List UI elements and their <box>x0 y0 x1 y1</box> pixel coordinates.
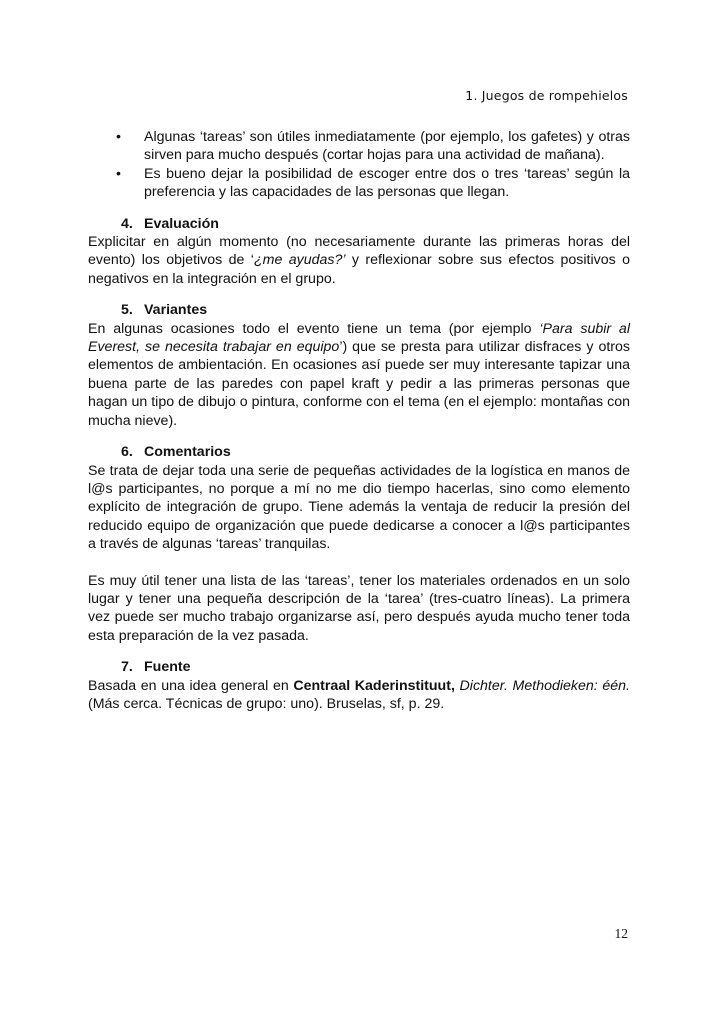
section-number: 5. <box>121 302 133 319</box>
bullet-list <box>88 128 630 202</box>
bullet-item <box>102 165 630 202</box>
comentarios-paragraph-1: Se trata de dejar toda una serie de pequeñas actividades de la logística en manos de l@s participantes, no porque a mí no me dio tiempo hacerlas, sino como elemento explícito de integración de grupo. Tiene además la ventaja de reducir la presión del reducido equipo de organización que puede dedicarse a conocer a l@s participantes a través de algunas ‘tareas’ tranquilas. <box>88 462 630 553</box>
bullet-text: Es bueno dejar la posibilidad de escoger entre dos o tres ‘tareas’ según la preferencia y las capacidades de las personas que llegan. <box>144 165 630 201</box>
section-title: Evaluación <box>144 215 219 232</box>
bullet-text: Algunas ‘tareas’ son útiles inmediatamente (por ejemplo, los gafetes) y otras sirven para mucho después (cortar hojas para una actividad de mañana). <box>144 129 630 164</box>
italic-run: ¿me ayudas?’ <box>253 252 346 269</box>
section-number: 7. <box>121 659 133 676</box>
evaluacion-paragraph <box>88 233 630 288</box>
italic-run: ‘Para subir al Everest, se necesita trabajar en equipo <box>88 320 630 356</box>
text-run: Explicitar en algún momento (no necesariamente durante las primeras horas del evento) los objetivos de ‘ <box>88 234 630 269</box>
section-number: 6. <box>121 444 133 461</box>
comentarios-paragraph-2: Es muy útil tener una lista de las ‘tareas’, tener los materiales ordenados en un solo lugar y tener una pequeña descripción de la ‘tarea’ (tres-cuatro líneas). La primera vez puede ser mucho trabajo organizarse así, pero después ayuda mucho tener toda esta preparación de la vez pasada. <box>88 572 630 644</box>
bullet-icon: • <box>116 165 121 182</box>
section-heading-fuente <box>88 658 630 676</box>
section-title: Variantes <box>144 302 208 319</box>
bullet-icon: • <box>116 129 121 145</box>
running-header: 1. Juegos de rompehielos <box>465 88 628 103</box>
section-title: Fuente <box>144 659 191 676</box>
bullet-item <box>102 128 630 165</box>
section-title: Comentarios <box>144 444 231 461</box>
section-heading-variantes <box>88 301 630 319</box>
section-heading-comentarios <box>88 443 630 461</box>
section-heading-evaluacion <box>88 215 630 233</box>
italic-run: Dichter. Methodieken: één. <box>454 677 630 694</box>
fuente-paragraph <box>88 677 630 714</box>
text-run: y reflexionar sobre sus efectos positivos o negativos en la integración en el grupo. <box>88 252 631 287</box>
text-run: (Más cerca. Técnicas de grupo: uno). Bruselas, sf, p. 29. <box>88 695 445 712</box>
section-number: 4. <box>121 215 133 232</box>
text-run: ’) que se presta para utilizar disfraces y otros elementos de ambientación. En ocasiones así puede ser muy interesante tapizar una buena parte de las paredes con papel kraft y pedir a las primeras personas que hagan un tipo de dibujo o pintura, conforme con el tema (en el ejemplo: montañas con mucha nieve). <box>88 339 630 429</box>
variantes-paragraph <box>88 320 630 430</box>
page-number: 12 <box>614 926 628 941</box>
bold-run: Centraal Kaderinstituut, <box>293 677 455 694</box>
text-run: En algunas ocasiones todo el evento tiene un tema (por ejemplo <box>88 320 540 337</box>
text-run: Basada en una idea general en <box>88 677 294 694</box>
page-content <box>88 128 630 713</box>
